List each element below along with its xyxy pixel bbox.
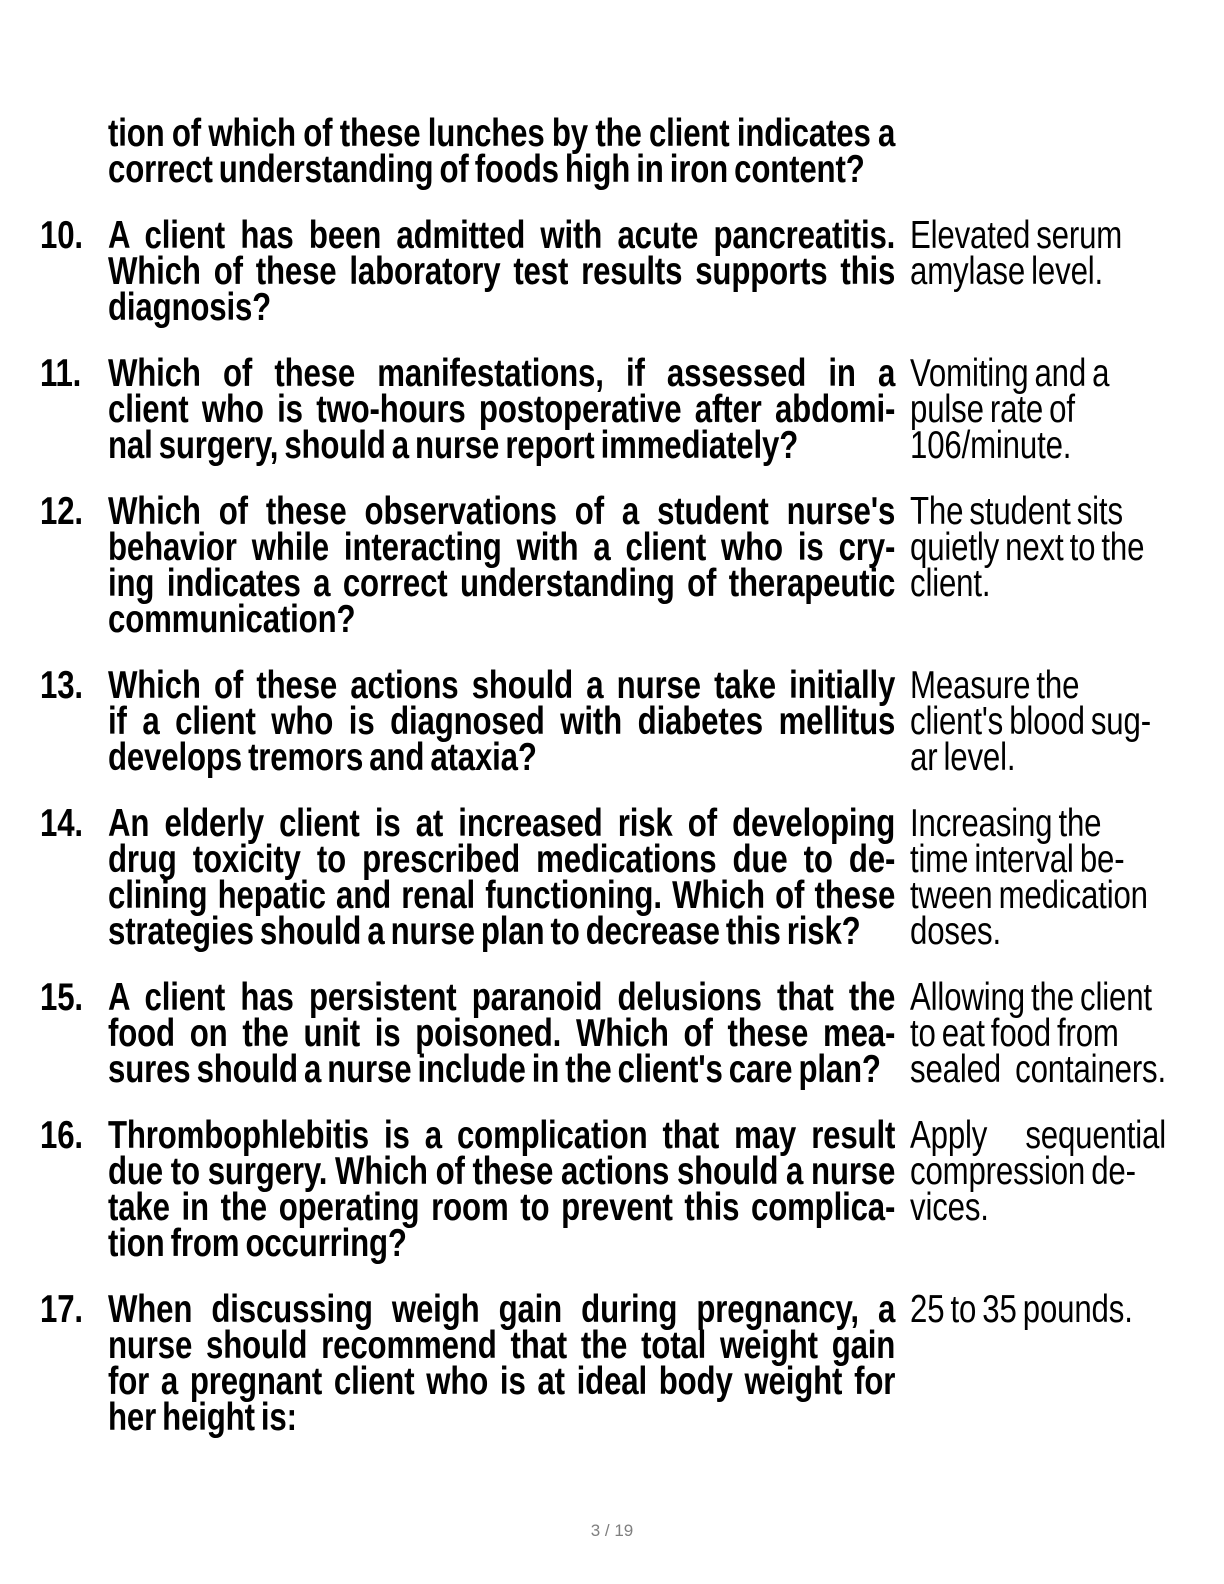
answer-text <box>910 490 1166 605</box>
question-text <box>108 1288 896 1439</box>
answer-line: Vomiting and a <box>910 352 1110 395</box>
answer-line: client's blood sug- <box>910 700 1151 743</box>
question-number: 12. <box>40 490 83 533</box>
answer-text <box>910 976 1166 1091</box>
question-text <box>108 976 896 1091</box>
answer-line: quietly next to the <box>910 526 1145 569</box>
question-line: Which of these manifestations, if assessed in a <box>108 352 896 395</box>
question-line: food on the unit is poisoned. Which of these mea- <box>108 1012 896 1055</box>
question-item <box>40 352 1184 467</box>
question-item <box>40 664 1184 779</box>
question-line: take in the operating room to prevent this complica- <box>108 1186 896 1229</box>
answer-line: compression de- <box>910 1150 1136 1193</box>
question-line: client who is two-hours postoperative after abdomi- <box>108 388 896 431</box>
intro-paragraph <box>108 112 896 191</box>
answer-text <box>910 1288 1166 1331</box>
answer-text <box>910 214 1166 293</box>
answer-line: The student sits <box>910 490 1123 533</box>
question-number: 13. <box>40 664 83 707</box>
question-line: drug toxicity to prescribed medications due to de- <box>108 838 896 881</box>
question-number: 10. <box>40 214 83 257</box>
answer-text <box>910 802 1166 953</box>
question-line: develops tremors and ataxia? <box>108 736 537 779</box>
question-text <box>108 490 896 641</box>
question-line: An elderly client is at increased risk of developing <box>108 802 896 845</box>
question-line: strategies should a nurse plan to decrease this risk? <box>108 910 861 953</box>
page-content <box>40 112 1184 1466</box>
answer-line: to eat food from <box>910 1012 1119 1055</box>
question-text <box>108 352 896 467</box>
question-line: Which of these actions should a nurse take initially <box>108 664 896 707</box>
question-line: nurse should recommend that the total weight gain <box>108 1324 896 1367</box>
question-line: for a pregnant client who is at ideal body weight for <box>108 1360 896 1403</box>
answer-text <box>910 664 1166 779</box>
answer-line: Allowing the client <box>910 976 1152 1019</box>
answer-line: Apply sequential <box>910 1114 1166 1157</box>
question-line: Thrombophlebitis is a complication that may result <box>108 1114 896 1157</box>
question-line: behavior while interacting with a client who is cry- <box>108 526 896 569</box>
question-text <box>108 664 896 779</box>
question-list <box>40 214 1184 1439</box>
page-footer <box>0 1522 1224 1540</box>
question-line: tion from occurring? <box>108 1222 407 1265</box>
question-number: 17. <box>40 1288 83 1331</box>
question-number: 14. <box>40 802 83 845</box>
question-line: her height is: <box>108 1396 297 1439</box>
question-item <box>40 490 1184 641</box>
question-line: clining hepatic and renal functioning. Which of these <box>108 874 896 917</box>
question-line: communication? <box>108 598 356 641</box>
answer-line: vices. <box>910 1186 989 1229</box>
question-number: 16. <box>40 1114 83 1157</box>
answer-line: pulse rate of <box>910 388 1075 431</box>
answer-line: Elevated serum <box>910 214 1123 257</box>
question-text <box>108 802 896 953</box>
question-item <box>40 1114 1184 1265</box>
question-item <box>40 802 1184 953</box>
intro-line: tion of which of these lunches by the client indicates a <box>108 112 896 155</box>
question-line: A client has persistent paranoid delusions that the <box>108 976 896 1019</box>
question-text <box>108 1114 896 1265</box>
question-number: 11. <box>40 352 82 395</box>
intro-line: correct understanding of foods high in iron content? <box>108 148 865 191</box>
question-line: due to surgery. Which of these actions should a nurse <box>108 1150 896 1193</box>
question-text <box>108 214 896 329</box>
question-item <box>40 1288 1184 1439</box>
question-line: sures should a nurse include in the client's care plan? <box>108 1048 881 1091</box>
answer-line: 25 to 35 pounds. <box>910 1288 1133 1331</box>
answer-line: Increasing the <box>910 802 1102 845</box>
answer-line: tween medication <box>910 874 1148 917</box>
answer-line: ar level. <box>910 736 1016 779</box>
answer-line: amylase level. <box>910 250 1104 293</box>
page-number: 3 / 19 <box>590 1521 634 1540</box>
question-line: diagnosis? <box>108 286 272 329</box>
answer-line: 106/minute. <box>910 424 1072 467</box>
question-line: nal surgery, should a nurse report immediately? <box>108 424 799 467</box>
question-number: 15. <box>40 976 83 1019</box>
answer-text <box>910 352 1166 467</box>
answer-line: doses. <box>910 910 1001 953</box>
question-line: if a client who is diagnosed with diabetes mellitus <box>108 700 896 743</box>
question-line: When discussing weigh gain during pregnancy, a <box>108 1288 896 1331</box>
answer-line: client. <box>910 562 991 605</box>
question-line: Which of these observations of a student nurse's <box>108 490 896 533</box>
question-item <box>40 976 1184 1091</box>
answer-line: time interval be- <box>910 838 1125 881</box>
answer-text <box>910 1114 1166 1229</box>
question-item <box>40 214 1184 329</box>
answer-line: sealed containers. <box>910 1048 1166 1091</box>
question-line: A client has been admitted with acute pancreatitis. <box>108 214 896 257</box>
answer-line: Measure the <box>910 664 1080 707</box>
question-line: ing indicates a correct understanding of therapeutic <box>108 562 896 605</box>
question-line: Which of these laboratory test results supports this <box>108 250 896 293</box>
